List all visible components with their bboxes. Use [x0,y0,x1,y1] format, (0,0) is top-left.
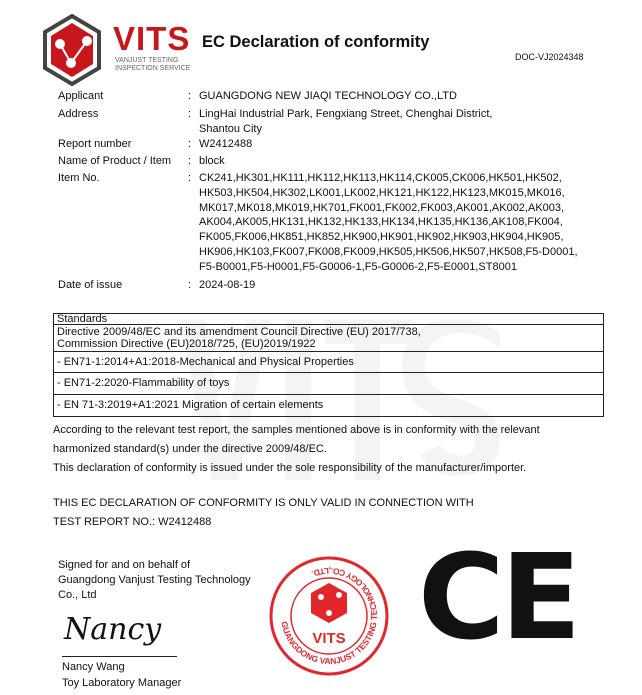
standards-row: - EN 71-3:2019+A1:2021 Migration of certain elements [54,395,604,417]
conformity-text: According to the relevant test report, the samples mentioned above is in conformity with the relevant [53,424,540,436]
company-stamp-icon [268,555,390,677]
page-title: EC Declaration of conformity [202,33,430,51]
handwritten-signature: Nancy [64,612,162,647]
field-label: Date of issue [58,279,123,291]
field-label: Applicant [58,90,104,102]
doc-number: DOC-VJ2024348 [515,52,584,62]
standards-table [53,313,604,417]
responsibility-text: This declaration of conformity is issued under the sole responsibility of the manufacturer/importer. [53,462,527,474]
signer-name: Nancy Wang [62,661,125,673]
signed-for-text: Signed for and on behalf of Guangdong Vanjust Testing Technology Co., Ltd [58,559,251,601]
signer-role: Toy Laboratory Manager [62,677,182,689]
field-value: LingHai Industrial Park, Fengxiang Street, Chenghai District, Shantou City [199,108,493,135]
field-label: Address [58,108,99,120]
field-colon: : [188,138,192,150]
standards-row: Directive 2009/48/EC and its amendment Council Directive (EU) 2017/738, Commission Directive (EU)2018/725, (EU)2019/1922 [54,325,604,352]
logo-brand: VITS [113,20,191,57]
logo-sub1: VANJUST TESTING [115,57,179,64]
field-label: Report number [58,138,132,150]
stamp-ring-text: GUANGDONG VANJUST TESTING TECHNOLOGY CO.,LTD. [279,565,380,667]
field-value: block [199,155,225,167]
field-colon: : [188,172,192,184]
field-value: 2024-08-19 [199,279,256,291]
field-label: Name of Product / Item [58,155,172,167]
field-value: W2412488 [199,138,253,150]
field-colon: : [188,90,192,102]
field-colon: : [188,108,192,120]
conformity-text: harmonized standard(s) under the directive 2009/48/EC. [53,443,327,455]
validity-text: THIS EC DECLARATION OF CONFORMITY IS ONLY VALID IN CONNECTION WITH [53,497,474,509]
signature-line [62,656,177,657]
ce-mark: CE [418,528,578,666]
standards-row: - EN71-1:2014+A1:2018-Mechanical and Physical Properties [54,352,604,373]
field-colon: : [188,155,192,167]
field-label: Item No. [58,172,100,184]
test-report-text: TEST REPORT NO.: W2412488 [53,516,212,528]
vits-logo-icon [42,14,102,86]
logo-subtitle [115,57,190,73]
field-value: CK241,HK301,HK111,HK112,HK113,HK114,CK005,CK006,HK501,HK502, HK503,HK504,HK302,LK001,LK002,HK121,HK122,HK123,MK015,MK016, MK017,MK018,MK019,HK701,FK001,FK002,FK003,AK001,AK002,AK003, AK004,AK005,HK131,HK132,HK133,HK134,HK135,HK136,AK108,FK004, FK005,FK006,HK851,HK852,HK900,HK901,HK902,HK903,HK904,HK905, HK906,HK103,FK007,FK008,FK009,HK505,HK506,HK507,HK508,F5-D0001, F5-B0001,F5-H0001,F5-G0006-1,F5-G0006-2,F5-E0001,ST8001 [199,172,578,273]
logo-sub2: INSPECTION SERVICE [115,65,191,72]
field-colon: : [188,279,192,291]
stamp-brand: VITS [312,630,346,647]
standards-row: - EN71-2:2020-Flammability of toys [54,373,604,395]
standards-header: Standards [54,314,604,325]
field-value: GUANGDONG NEW JIAQI TECHNOLOGY CO.,LTD [199,90,457,102]
